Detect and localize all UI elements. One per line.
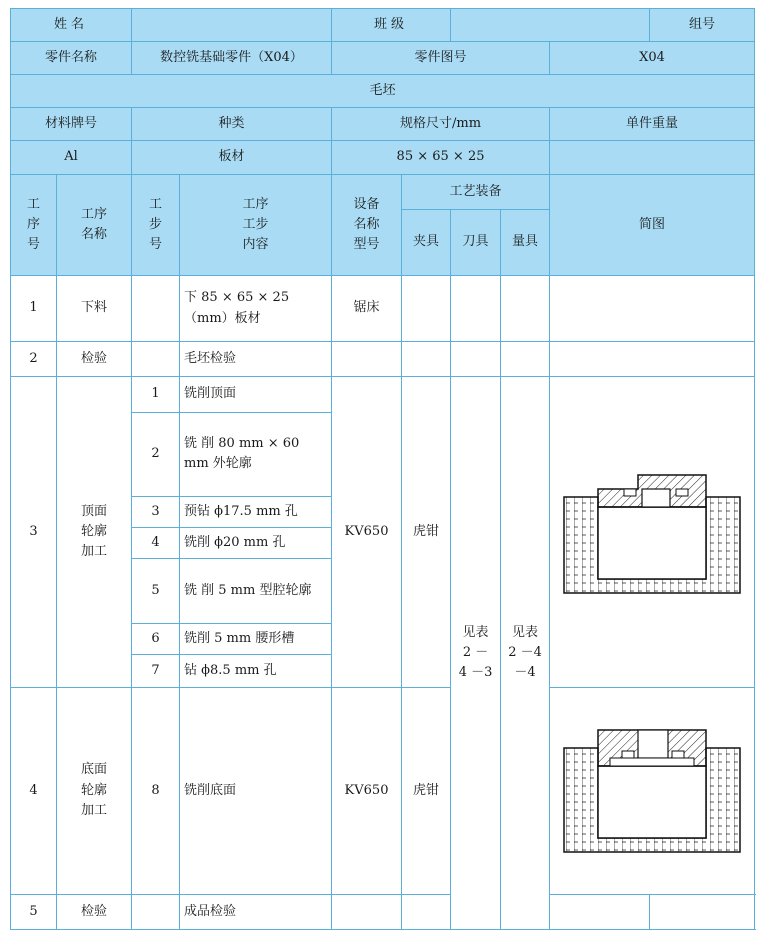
step-content: 铣削底面 (180, 687, 332, 894)
col-proc-no: 工 序 号 (11, 174, 57, 275)
proc-content: 下 85 × 65 × 25（mm）板材 (180, 275, 332, 341)
class-label: 班级 (332, 9, 451, 42)
type-label: 种类 (132, 108, 332, 141)
equipment: KV650 (332, 377, 402, 687)
step-content: 钻 ϕ8.5 mm 孔 (180, 654, 332, 687)
step-no: 2 (132, 412, 180, 497)
proc-name: 检验 (57, 342, 132, 377)
size-value: 85 × 65 × 25 (332, 141, 550, 174)
cutter-ref: 见表 2 － 4 －3 (451, 377, 501, 930)
material-value: Al (11, 141, 132, 174)
proc-name: 检验 (57, 894, 132, 929)
step-no: 4 (132, 528, 180, 559)
proc-no: 3 (11, 377, 57, 687)
proc-name: 下料 (57, 275, 132, 341)
gauge-ref: 见表 2 －4 －4 (501, 377, 550, 930)
step-content: 预钻 ϕ17.5 mm 孔 (180, 497, 332, 528)
group-label: 组号 (650, 9, 755, 42)
step-content: 铣削 ϕ20 mm 孔 (180, 528, 332, 559)
col-gauge: 量具 (501, 209, 550, 275)
step-no: 3 (132, 497, 180, 528)
proc-name: 顶面 轮廓 加工 (57, 377, 132, 687)
proc-no: 1 (11, 275, 57, 341)
equipment: KV650 (332, 687, 402, 894)
proc-no: 5 (11, 894, 57, 929)
step-no (132, 342, 180, 377)
top-contour-sketch (550, 377, 755, 687)
step-content: 铣削 5 mm 腰形槽 (180, 623, 332, 654)
name-value (132, 9, 332, 42)
proc-no: 4 (11, 687, 57, 894)
drawing-no-value: X04 (550, 42, 755, 75)
equipment: 锯床 (332, 275, 402, 341)
class-value (451, 9, 650, 42)
type-value: 板材 (132, 141, 332, 174)
top-contour-drawing (558, 467, 746, 597)
col-equipment: 设备 名称 型号 (332, 174, 402, 275)
col-content: 工序 工步 内容 (180, 174, 332, 275)
col-cutter: 刀具 (451, 209, 501, 275)
step-no: 7 (132, 654, 180, 687)
proc-content: 毛坯检验 (180, 342, 332, 377)
col-proc-name: 工序 名称 (57, 174, 132, 275)
drawing-no-label: 零件图号 (332, 42, 550, 75)
proc-name: 底面 轮廓 加工 (57, 687, 132, 894)
blank-title: 毛坯 (11, 75, 755, 108)
col-sketch: 简图 (550, 174, 755, 275)
size-label: 规格尺寸/mm (332, 108, 550, 141)
fixture: 虎钳 (402, 687, 451, 894)
step-no (132, 275, 180, 341)
weight-label: 单件重量 (550, 108, 755, 141)
step-content: 铣 削 80 mm × 60 mm 外轮廓 (180, 412, 332, 497)
step-content: 铣削顶面 (180, 377, 332, 412)
step-no: 5 (132, 559, 180, 623)
step-no: 8 (132, 687, 180, 894)
step-no: 6 (132, 623, 180, 654)
step-no: 1 (132, 377, 180, 412)
name-label: 姓名 (11, 9, 132, 42)
col-tooling: 工艺装备 (402, 174, 550, 209)
process-card-table (10, 8, 755, 930)
part-name-label: 零件名称 (11, 42, 132, 75)
fixture: 虎钳 (402, 377, 451, 687)
weight-value (550, 141, 755, 174)
bottom-contour-sketch (550, 687, 755, 894)
proc-content: 成品检验 (180, 894, 332, 929)
bottom-contour-drawing (558, 726, 746, 856)
part-name-value: 数控铣基础零件（X04） (132, 42, 332, 75)
material-label: 材料牌号 (11, 108, 132, 141)
step-no (132, 894, 180, 929)
col-fixture: 夹具 (402, 209, 451, 275)
col-step-no: 工 步 号 (132, 174, 180, 275)
proc-no: 2 (11, 342, 57, 377)
step-content: 铣 削 5 mm 型腔轮廓 (180, 559, 332, 623)
